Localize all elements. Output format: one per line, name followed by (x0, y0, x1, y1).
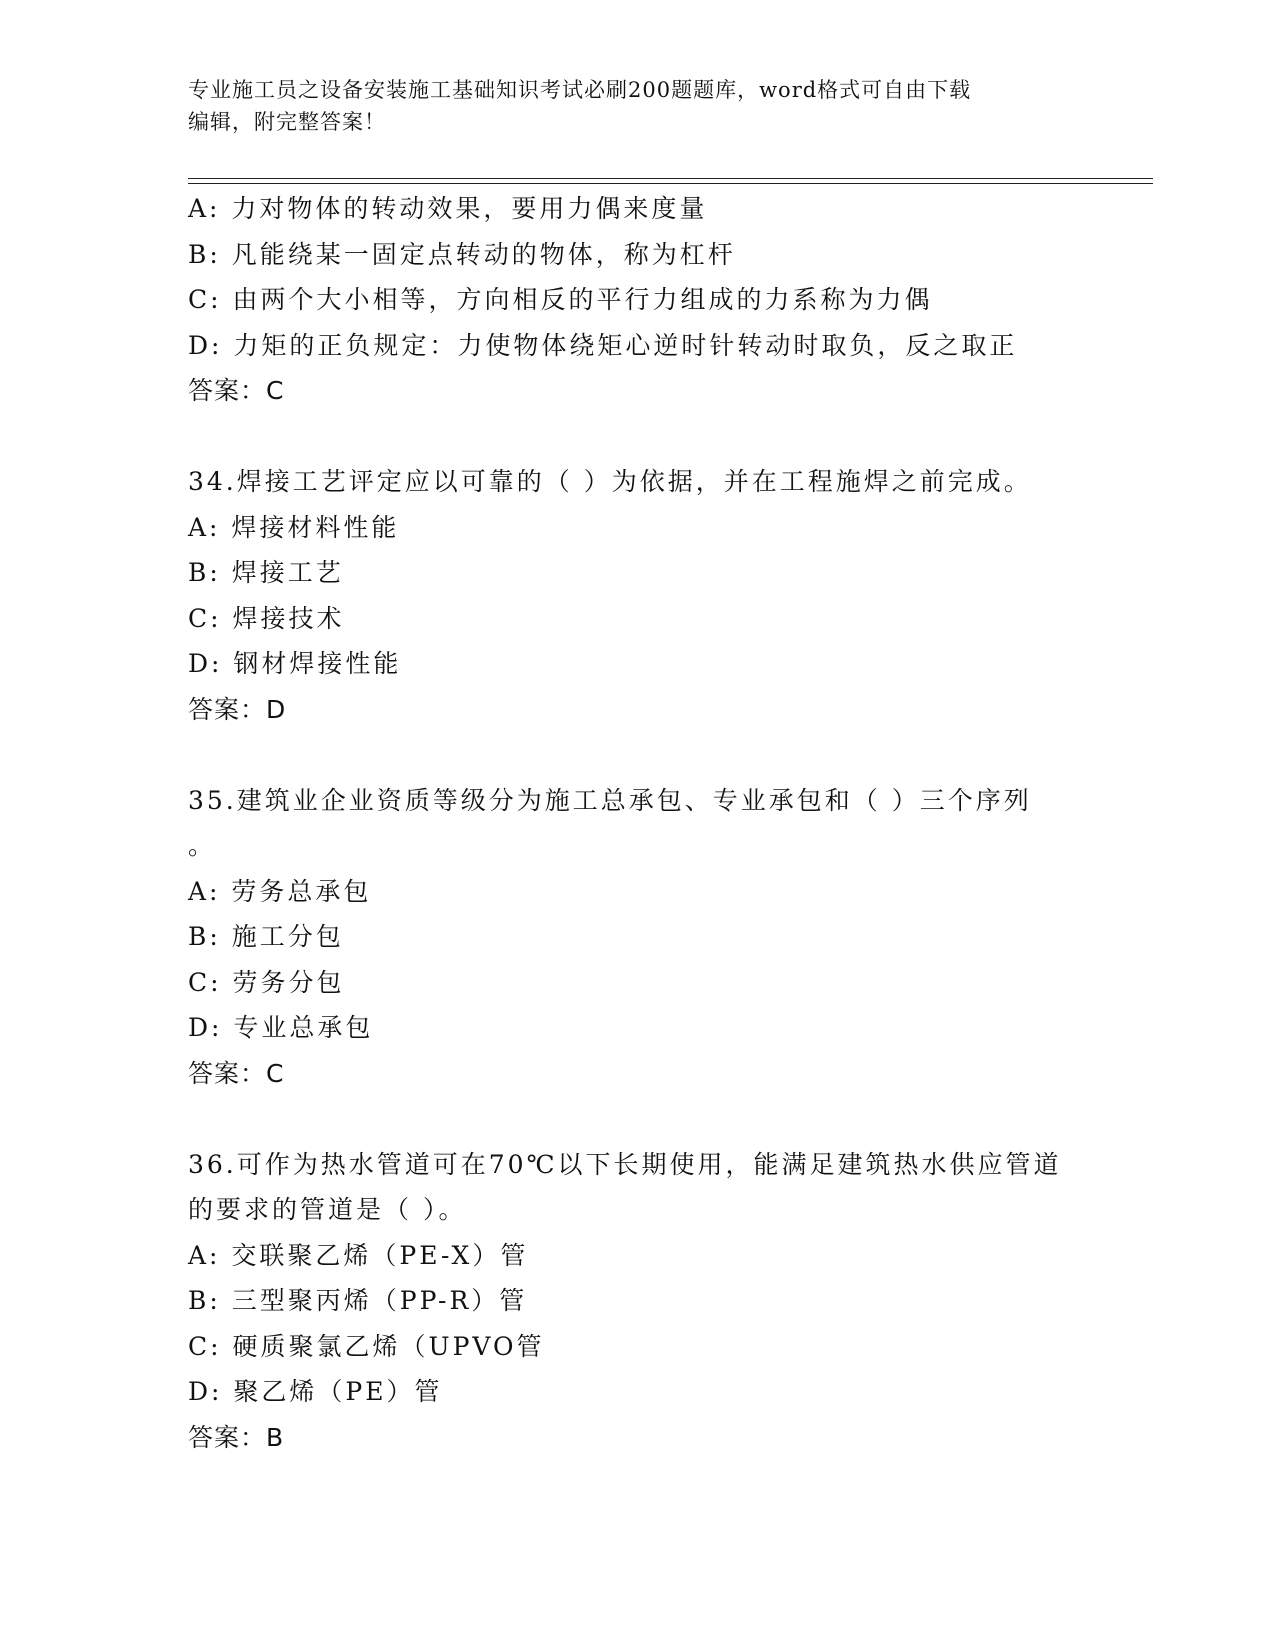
question-35-option-a: A: 劳务总承包 (188, 876, 372, 906)
question-35-text-line-2: 。 (188, 831, 217, 860)
question-35-text-line-1: 35.建筑业企业资质等级分为施工总承包、专业承包和（ ）三个序列 (188, 785, 1032, 815)
header-divider-top (188, 178, 1153, 179)
question-33-block (188, 186, 1088, 414)
question-36-option-c: C: 硬质聚氯乙烯（UPVO管 (188, 1331, 545, 1361)
question-34-option-c: C: 焊接技术 (188, 603, 345, 633)
spacer (188, 1096, 1088, 1142)
question-35-block (188, 778, 1088, 1097)
question-35-answer: 答案：C (188, 1058, 285, 1088)
question-36-block (188, 1142, 1088, 1461)
question-35-option-d: D: 专业总承包 (188, 1013, 374, 1042)
spacer (188, 732, 1088, 778)
question-34-option-d: D: 钢材焊接性能 (188, 649, 402, 678)
header-title-line-1: 专业施工员之设备安装施工基础知识考试必刷200题题库，word格式可自由下载 (188, 78, 972, 102)
header-divider-bottom (188, 183, 1153, 184)
question-36-text-line-1: 36.可作为热水管道可在70℃以下长期使用，能满足建筑热水供应管道 (188, 1149, 1062, 1179)
question-33-option-c: C: 由两个大小相等，方向相反的平行力组成的力系称为力偶 (188, 285, 933, 314)
question-34-option-b: B: 焊接工艺 (188, 558, 344, 587)
question-34-option-a: A: 焊接材料性能 (188, 512, 400, 542)
document-header (188, 74, 1068, 138)
question-36-option-d: D: 聚乙烯（PE）管 (188, 1377, 443, 1406)
question-33-option-d: D: 力矩的正负规定：力使物体绕矩心逆时针转动时取负，反之取正 (188, 330, 1018, 360)
question-34-block (188, 459, 1088, 732)
question-35-option-b: B: 施工分包 (188, 922, 344, 951)
question-35-option-c: C: 劳务分包 (188, 967, 345, 997)
header-title-line-2: 编辑，附完整答案！ (188, 110, 386, 134)
question-36-answer: 答案：B (188, 1422, 285, 1452)
spacer (188, 414, 1088, 460)
question-33-answer: 答案：C (188, 376, 285, 405)
question-34-text: 34.焊接工艺评定应以可靠的（ ）为依据，并在工程施焊之前完成。 (188, 467, 1032, 496)
question-36-text-line-2: 的要求的管道是（ ）。 (188, 1195, 467, 1224)
question-36-option-b: B: 三型聚丙烯（PP-R）管 (188, 1286, 528, 1315)
question-33-option-b: B: 凡能绕某一固定点转动的物体，称为杠杆 (188, 239, 736, 269)
question-33-option-a: A: 力对物体的转动效果，要用力偶来度量 (188, 194, 708, 223)
question-list (188, 186, 1088, 1460)
question-36-option-a: A: 交联聚乙烯（PE-X）管 (188, 1240, 529, 1270)
question-34-answer: 答案：D (188, 694, 287, 724)
